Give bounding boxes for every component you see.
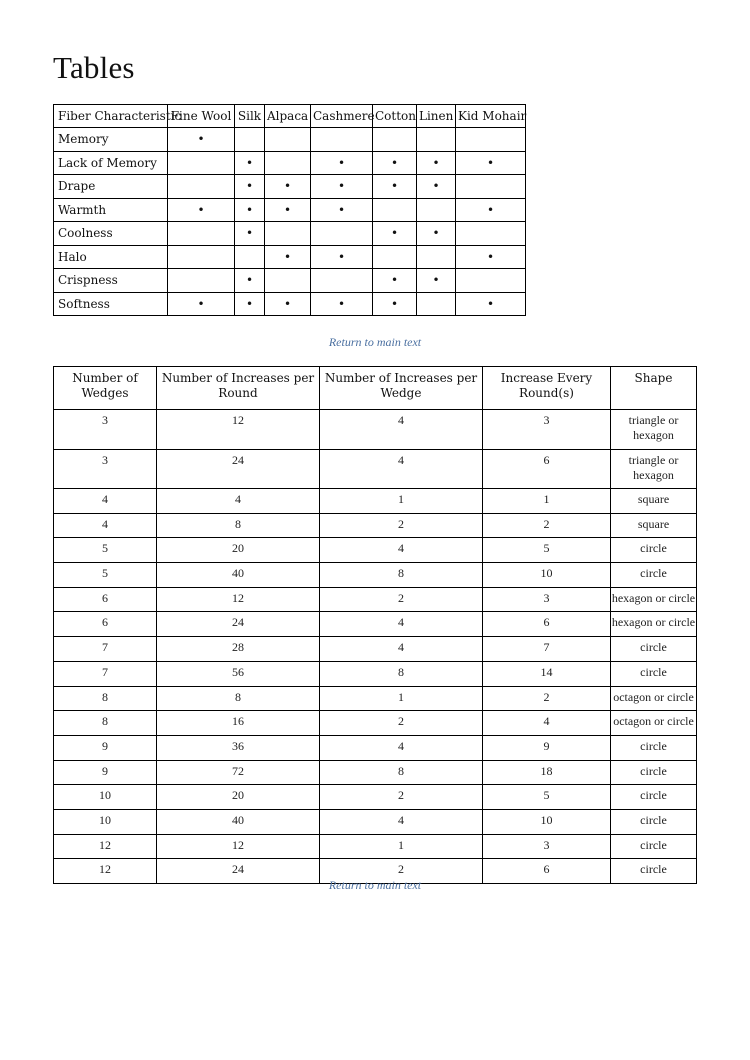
- table-cell: 10: [483, 809, 611, 834]
- table-cell: circle: [611, 661, 697, 686]
- table-cell: 3: [54, 410, 157, 450]
- table-cell: 6: [483, 859, 611, 884]
- empty-cell: [168, 269, 235, 293]
- table-row: [54, 449, 697, 489]
- table-row: [54, 735, 697, 760]
- bullet-mark-cell: •: [417, 222, 456, 246]
- empty-cell: [265, 151, 311, 175]
- bullet-mark-cell: •: [373, 269, 417, 293]
- table-cell: 9: [54, 735, 157, 760]
- wedge-column-header: Number of Increases per Wedge: [320, 367, 483, 410]
- table-cell: hexagon or circle: [611, 587, 697, 612]
- fiber-header-row: [54, 105, 526, 128]
- table-row: [54, 198, 526, 222]
- bullet-mark-cell: •: [456, 292, 526, 316]
- empty-cell: [456, 175, 526, 199]
- table-row: [54, 292, 526, 316]
- bullet-mark-cell: •: [235, 175, 265, 199]
- bullet-mark-cell: •: [373, 151, 417, 175]
- table-cell: 24: [157, 449, 320, 489]
- table-cell: 3: [54, 449, 157, 489]
- bullet-mark-cell: •: [235, 269, 265, 293]
- bullet-mark-cell: •: [168, 128, 235, 152]
- table-row: [54, 711, 697, 736]
- table-cell: circle: [611, 859, 697, 884]
- table-cell: square: [611, 513, 697, 538]
- table-row: [54, 760, 697, 785]
- fiber-characteristic-label: Softness: [54, 292, 168, 316]
- bullet-mark-cell: •: [168, 292, 235, 316]
- table-cell: 12: [54, 834, 157, 859]
- table-cell: 4: [320, 809, 483, 834]
- fiber-characteristic-label: Crispness: [54, 269, 168, 293]
- fiber-column-header: Linen: [417, 105, 456, 128]
- empty-cell: [417, 245, 456, 269]
- fiber-characteristic-label: Lack of Memory: [54, 151, 168, 175]
- table-cell: circle: [611, 538, 697, 563]
- table-cell: 7: [54, 661, 157, 686]
- table-cell: 4: [483, 711, 611, 736]
- empty-cell: [265, 222, 311, 246]
- table-cell: 1: [320, 834, 483, 859]
- table-cell: 10: [54, 809, 157, 834]
- empty-cell: [235, 128, 265, 152]
- table-cell: 2: [320, 785, 483, 810]
- bullet-mark-cell: •: [417, 269, 456, 293]
- table-cell: 2: [483, 513, 611, 538]
- table-cell: 9: [483, 735, 611, 760]
- table-cell: 1: [320, 489, 483, 514]
- empty-cell: [456, 222, 526, 246]
- fiber-column-header: Cashmere: [311, 105, 373, 128]
- table-cell: 20: [157, 538, 320, 563]
- bullet-mark-cell: •: [168, 198, 235, 222]
- table-cell: 2: [320, 711, 483, 736]
- bullet-mark-cell: •: [265, 245, 311, 269]
- bullet-mark-cell: •: [373, 222, 417, 246]
- fiber-characteristic-label: Warmth: [54, 198, 168, 222]
- table-cell: 72: [157, 760, 320, 785]
- empty-cell: [168, 245, 235, 269]
- table-cell: circle: [611, 563, 697, 588]
- table-cell: 4: [320, 637, 483, 662]
- wedge-column-header: Number of Increases per Round: [157, 367, 320, 410]
- table-cell: 7: [483, 637, 611, 662]
- table-cell: 40: [157, 809, 320, 834]
- bullet-mark-cell: •: [311, 292, 373, 316]
- table-cell: 20: [157, 785, 320, 810]
- table-cell: hexagon or circle: [611, 612, 697, 637]
- table-cell: triangle or hexagon: [611, 410, 697, 450]
- table-cell: 24: [157, 612, 320, 637]
- bullet-mark-cell: •: [235, 151, 265, 175]
- bullet-mark-cell: •: [265, 198, 311, 222]
- bullet-mark-cell: •: [417, 151, 456, 175]
- table-cell: 2: [483, 686, 611, 711]
- table-row: [54, 809, 697, 834]
- empty-cell: [235, 245, 265, 269]
- table-cell: 12: [157, 410, 320, 450]
- empty-cell: [373, 245, 417, 269]
- table-cell: 8: [320, 661, 483, 686]
- table-cell: 56: [157, 661, 320, 686]
- table-cell: 24: [157, 859, 320, 884]
- table-cell: octagon or circle: [611, 711, 697, 736]
- table-cell: circle: [611, 760, 697, 785]
- table-cell: 6: [483, 612, 611, 637]
- table-cell: 1: [320, 686, 483, 711]
- table-cell: 3: [483, 410, 611, 450]
- bullet-mark-cell: •: [311, 175, 373, 199]
- empty-cell: [168, 151, 235, 175]
- bullet-mark-cell: •: [311, 151, 373, 175]
- table-cell: 8: [54, 711, 157, 736]
- empty-cell: [311, 128, 373, 152]
- return-to-main-text-link[interactable]: Return to main text: [328, 335, 422, 349]
- table-cell: 3: [483, 834, 611, 859]
- table-cell: 2: [320, 859, 483, 884]
- wedge-increases-table: [53, 366, 697, 884]
- empty-cell: [265, 269, 311, 293]
- wedge-header-row: [54, 367, 697, 410]
- table-cell: 4: [320, 538, 483, 563]
- bullet-mark-cell: •: [456, 198, 526, 222]
- fiber-column-header: Silk: [235, 105, 265, 128]
- table-cell: 12: [157, 834, 320, 859]
- empty-cell: [456, 128, 526, 152]
- bullet-mark-cell: •: [456, 245, 526, 269]
- table-row: [54, 834, 697, 859]
- table-row: [54, 563, 697, 588]
- fiber-characteristic-label: Drape: [54, 175, 168, 199]
- table-cell: 40: [157, 563, 320, 588]
- empty-cell: [168, 175, 235, 199]
- table-cell: square: [611, 489, 697, 514]
- table-row: [54, 513, 697, 538]
- bullet-mark-cell: •: [373, 175, 417, 199]
- table-row: [54, 151, 526, 175]
- table-cell: 8: [157, 513, 320, 538]
- table-cell: circle: [611, 809, 697, 834]
- wedge-column-header: Increase Every Round(s): [483, 367, 611, 410]
- table-cell: triangle or hexagon: [611, 449, 697, 489]
- bullet-mark-cell: •: [311, 245, 373, 269]
- bullet-mark-cell: •: [265, 175, 311, 199]
- table-cell: 28: [157, 637, 320, 662]
- table-cell: 4: [320, 449, 483, 489]
- table-cell: 6: [54, 587, 157, 612]
- table-row: [54, 785, 697, 810]
- table-cell: 8: [320, 563, 483, 588]
- wedge-column-header: Shape: [611, 367, 697, 410]
- fiber-column-header: Kid Mohair: [456, 105, 526, 128]
- fiber-characteristic-label: Coolness: [54, 222, 168, 246]
- table-cell: 3: [483, 587, 611, 612]
- fiber-characteristics-table: [53, 104, 526, 316]
- table-cell: 10: [54, 785, 157, 810]
- table-cell: 4: [54, 513, 157, 538]
- table-cell: 5: [483, 785, 611, 810]
- table-cell: 1: [483, 489, 611, 514]
- bullet-mark-cell: •: [235, 198, 265, 222]
- table-cell: circle: [611, 834, 697, 859]
- fiber-characteristic-label: Memory: [54, 128, 168, 152]
- empty-cell: [373, 128, 417, 152]
- bullet-mark-cell: •: [373, 292, 417, 316]
- table-cell: circle: [611, 637, 697, 662]
- table-cell: 12: [54, 859, 157, 884]
- table-row: [54, 538, 697, 563]
- table-row: [54, 410, 697, 450]
- table-row: [54, 175, 526, 199]
- fiber-column-header: Fiber Characteristic: [54, 105, 168, 128]
- table-row: [54, 128, 526, 152]
- bullet-mark-cell: •: [417, 175, 456, 199]
- table-cell: 2: [320, 513, 483, 538]
- table-row: [54, 489, 697, 514]
- table-cell: 4: [320, 410, 483, 450]
- table-cell: 8: [54, 686, 157, 711]
- empty-cell: [417, 198, 456, 222]
- table-cell: 10: [483, 563, 611, 588]
- table-cell: 8: [320, 760, 483, 785]
- table-cell: 12: [157, 587, 320, 612]
- fiber-characteristic-label: Halo: [54, 245, 168, 269]
- table-cell: 4: [54, 489, 157, 514]
- empty-cell: [168, 222, 235, 246]
- empty-cell: [265, 128, 311, 152]
- wedge-column-header: Number of Wedges: [54, 367, 157, 410]
- table-cell: 18: [483, 760, 611, 785]
- empty-cell: [456, 269, 526, 293]
- bullet-mark-cell: •: [456, 151, 526, 175]
- table-row: [54, 245, 526, 269]
- table-row: [54, 612, 697, 637]
- table-cell: 6: [54, 612, 157, 637]
- table-cell: circle: [611, 735, 697, 760]
- table-cell: 7: [54, 637, 157, 662]
- bullet-mark-cell: •: [311, 198, 373, 222]
- empty-cell: [417, 128, 456, 152]
- table-cell: 2: [320, 587, 483, 612]
- empty-cell: [373, 198, 417, 222]
- fiber-column-header: Cotton: [373, 105, 417, 128]
- table-row: [54, 686, 697, 711]
- table-cell: 5: [483, 538, 611, 563]
- table-row: [54, 222, 526, 246]
- table-row: [54, 269, 526, 293]
- table-cell: 5: [54, 563, 157, 588]
- table-cell: 9: [54, 760, 157, 785]
- table-cell: 4: [320, 735, 483, 760]
- table-cell: 16: [157, 711, 320, 736]
- table-cell: circle: [611, 785, 697, 810]
- fiber-column-header: Fine Wool: [168, 105, 235, 128]
- table-cell: 4: [157, 489, 320, 514]
- table-cell: 6: [483, 449, 611, 489]
- empty-cell: [311, 269, 373, 293]
- fiber-column-header: Alpaca: [265, 105, 311, 128]
- bullet-mark-cell: •: [235, 222, 265, 246]
- table-cell: 8: [157, 686, 320, 711]
- return-to-main-text-link-bottom[interactable]: Return to main text: [328, 878, 422, 892]
- table-row: [54, 661, 697, 686]
- table-cell: 5: [54, 538, 157, 563]
- table-cell: 4: [320, 612, 483, 637]
- empty-cell: [311, 222, 373, 246]
- bullet-mark-cell: •: [265, 292, 311, 316]
- table-row: [54, 637, 697, 662]
- table-cell: octagon or circle: [611, 686, 697, 711]
- table-cell: 36: [157, 735, 320, 760]
- bullet-mark-cell: •: [235, 292, 265, 316]
- table-cell: 14: [483, 661, 611, 686]
- empty-cell: [417, 292, 456, 316]
- page-title: Tables: [53, 50, 135, 85]
- table-row: [54, 587, 697, 612]
